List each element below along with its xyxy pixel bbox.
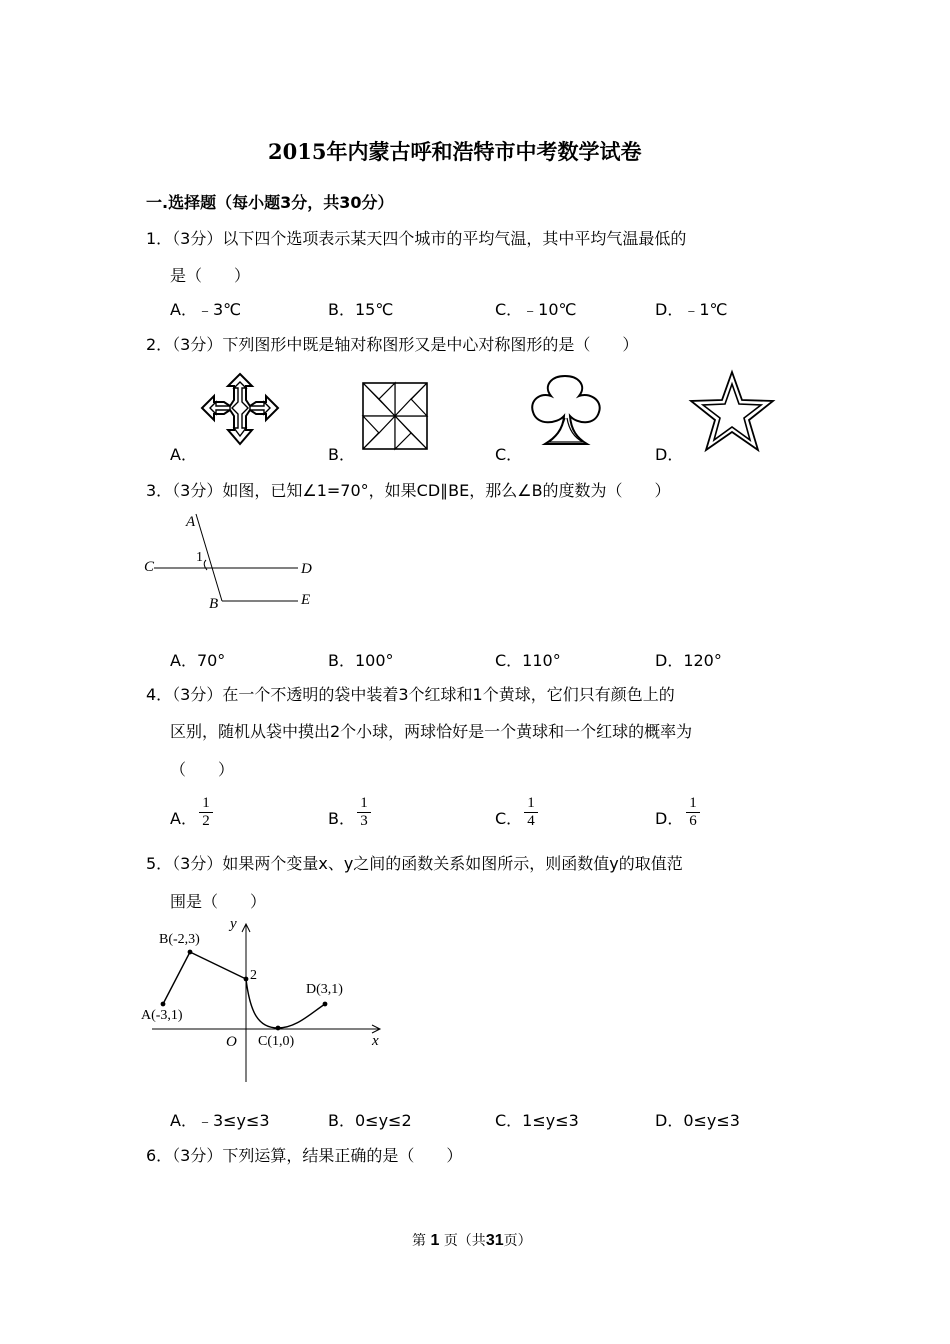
question-4-option-d: D． — [655, 809, 684, 828]
question-1-text-cont: 是（ ） — [170, 266, 251, 285]
double-star-figure — [689, 370, 775, 452]
point-c-coord-label: C(1,0) — [258, 1034, 295, 1049]
question-2-option-c: C． — [495, 445, 523, 464]
question-1-option-b: B．15℃ — [328, 300, 394, 319]
question-3-text: 3．（3分）如图，已知∠1=70°，如果CD∥BE，那么∠B的度数为（ ） — [146, 481, 671, 500]
question-4-text-cont: 区别，随机从袋中摸出2个小球，两球恰好是一个黄球和一个红球的概率为 — [170, 722, 693, 741]
page-footer — [412, 1230, 532, 1250]
question-3-option-d: D．120° — [655, 651, 722, 670]
point-b-label: B — [209, 596, 219, 612]
point-b-coord-label: B(-2,3) — [159, 932, 200, 947]
question-1-text: 1．（3分）以下四个选项表示某天四个城市的平均气温，其中平均气温最低的 — [146, 229, 687, 248]
pinwheel-figure — [362, 382, 428, 450]
question-4-option-b: B． — [328, 809, 355, 828]
point-d-label: D — [301, 561, 312, 577]
question-1-option-d: D．﹣1℃ — [655, 300, 728, 319]
question-6-text: 6．（3分）下列运算，结果正确的是（ ） — [146, 1146, 463, 1165]
footer-total-pages: 31 — [485, 1232, 504, 1249]
section-heading: 一.选择题（每小题3分，共30分） — [146, 193, 394, 212]
question-4-option-c-fraction: 1 4 — [524, 796, 538, 829]
question-5-option-d: D．0≤y≤3 — [655, 1111, 740, 1130]
point-c-label: C — [144, 559, 155, 575]
footer-mid: 页（共 — [443, 1233, 486, 1249]
question-2-option-b: B． — [328, 445, 355, 464]
question-1-option-c: C．﹣10℃ — [495, 300, 577, 319]
question-1-option-a: A．﹣3℃ — [170, 300, 242, 319]
question-5-option-a: A．﹣3≤y≤3 — [170, 1111, 270, 1130]
footer-page-number: 1 — [430, 1232, 440, 1249]
y-axis-label: y — [230, 916, 237, 932]
question-5-text: 5．（3分）如果两个变量x、y之间的函数关系如图所示，则函数值y的取值范 — [146, 854, 683, 873]
footer-post: 页） — [503, 1233, 532, 1249]
question-3-option-b: B．100° — [328, 651, 394, 670]
question-4-text-cont2: （ ） — [170, 760, 235, 779]
question-2-option-d: D． — [655, 445, 684, 464]
four-arrow-cross-figure — [200, 372, 280, 452]
question-4-option-b-fraction: 1 3 — [357, 796, 371, 829]
question-4-option-c: C． — [495, 809, 523, 828]
page-title: 2015年内蒙古呼和浩特市中考数学试卷 — [268, 139, 642, 164]
origin-label: O — [226, 1034, 237, 1050]
question-2-option-a: A． — [170, 445, 197, 464]
point-a-coord-label: A(-3,1) — [141, 1008, 183, 1023]
point-d-coord-label: D(3,1) — [306, 982, 343, 997]
question-2-text: 2．（3分）下列图形中既是轴对称图形又是中心对称图形的是（ ） — [146, 335, 639, 354]
club-shape-figure — [527, 374, 607, 450]
question-5-option-b: B．0≤y≤2 — [328, 1111, 412, 1130]
y-intercept-label: 2 — [250, 968, 257, 983]
question-3-option-a: A．70° — [170, 651, 226, 670]
angle-1-label: 1 — [196, 550, 203, 565]
question-4-text: 4．（3分）在一个不透明的袋中装着3个红球和1个黄球，它们只有颜色上的 — [146, 685, 675, 704]
question-5-text-cont: 围是（ ） — [170, 892, 267, 911]
question-4-option-a-fraction: 1 2 — [199, 796, 213, 829]
question-5-option-c: C．1≤y≤3 — [495, 1111, 579, 1130]
point-a-label: A — [186, 514, 196, 530]
question-4-option-a: A． — [170, 809, 197, 828]
question-4-option-d-fraction: 1 6 — [686, 796, 700, 829]
x-axis-label: x — [372, 1033, 379, 1049]
question-3-option-c: C．110° — [495, 651, 561, 670]
point-e-label: E — [301, 592, 311, 608]
footer-pre: 第 — [412, 1233, 426, 1249]
